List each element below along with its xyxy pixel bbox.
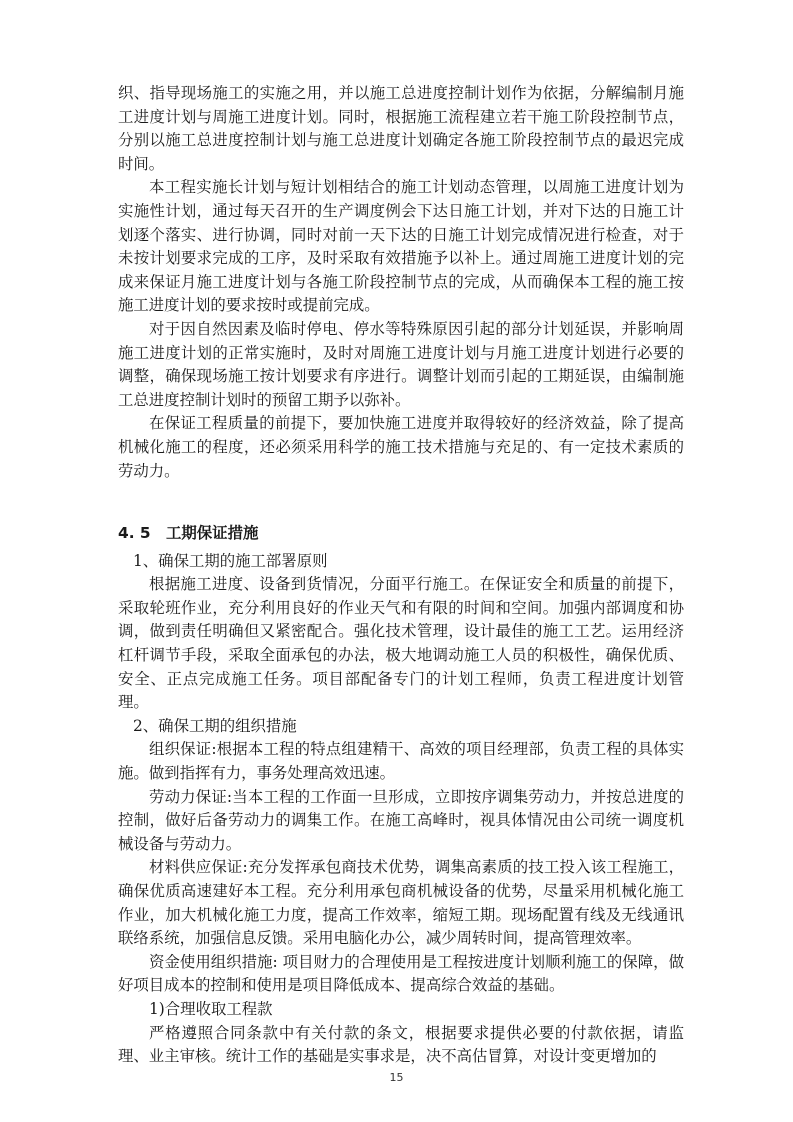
page-number: 15 <box>389 1071 404 1084</box>
paragraph: 资金使用组织措施: 项目财力的合理使用是工程按进度计划顺利施工的保障，做好项目成本的控制和使用是项目降低成本、提高综合效益的基础。 <box>118 952 684 995</box>
section-heading: 4. 5 工期保证措施 <box>118 524 259 543</box>
paragraph: 对于因自然因素及临时停电、停水等特殊原因引起的部分计划延误，并影响周施工进度计划的正常实施时，及时对周施工进度计划与月施工进度计划进行必要的调整，确保现场施工按计划要求有序进行。调整计划而引起的工期延误，由编制施工总进度控制计划时的预留工期予以弥补。 <box>118 319 684 409</box>
paragraph: 劳动力保证:当本工程的工作面一旦形成，立即按序调集劳动力，并按总进度的控制，做好后备劳动力的调集工作。在施工高峰时，视具体情况由公司统一调度机械设备与劳动力。 <box>118 787 684 853</box>
subheading: 1、确保工期的施工部署原则 <box>133 551 328 570</box>
paragraph: 在保证工程质量的前提下，要加快施工进度并取得较好的经济效益，除了提高机械化施工的程度，还必须采用科学的施工技术措施与充足的、有一定技术素质的劳动力。 <box>118 414 684 480</box>
paragraph-continuation: 织、指导现场施工的实施之用，并以施工总进度控制计划作为依据，分解编制月施工进度计划与周施工进度计划。同时，根据施工流程建立若干施工阶段控制节点，分别以施工总进度控制计划与施工总进度计划确定各施工阶段控制节点的最迟完成时间。 <box>118 84 684 173</box>
list-item-heading: 1)合理收取工程款 <box>149 999 273 1018</box>
body-text <box>118 82 684 1069</box>
subheading: 2、确保工期的组织措施 <box>133 716 297 735</box>
paragraph: 本工程实施长计划与短计划相结合的施工计划动态管理，以周施工进度计划为实施性计划，通过每天召开的生产调度例会下达日施工计划，并对下达的日施工计划逐个落实、进行协调，同时对前一天下达的日施工计划完成情况进行检查，对于未按计划要求完成的工序，及时采取有效措施予以补上。通过周施工进度计划的完成来保证月施工进度计划与各施工阶段控制节点的完成，从而确保本工程的施工按施工进度计划的要求按时或提前完成。 <box>118 178 684 315</box>
paragraph: 组织保证:根据本工程的特点组建精干、高效的项目经理部，负责工程的具体实施。做到指挥有力，事务处理高效迅速。 <box>118 740 684 783</box>
paragraph: 根据施工进度、设备到货情况，分面平行施工。在保证安全和质量的前提下，采取轮班作业，充分利用良好的作业天气和有限的时间和空间。加强内部调度和协调，做到责任明确但又紧密配合。强化技术管理，设计最佳的施工工艺。运用经济杠杆调节手段，采取全面承包的办法，极大地调动施工人员的积极性，确保优质、安全、正点完成施工任务。项目部配备专门的计划工程师，负责工程进度计划管理。 <box>118 575 684 712</box>
paragraph: 严格遵照合同条款中有关付款的条文，根据要求提供必要的付款依据，请监理、业主审核。统计工作的基础是实事求是，决不高估冒算，对设计变更增加的 <box>118 1023 684 1066</box>
paragraph: 材料供应保证:充分发挥承包商技术优势，调集高素质的技工投入该工程施工，确保优质高速建好本工程。充分利用承包商机械设备的优势，尽量采用机械化施工作业，加大机械化施工力度，提高工作效率，缩短工期。现场配置有线及无线通讯联络系统，加强信息反馈。采用电脑化办公，减少周转时间，提高管理效率。 <box>118 858 684 948</box>
